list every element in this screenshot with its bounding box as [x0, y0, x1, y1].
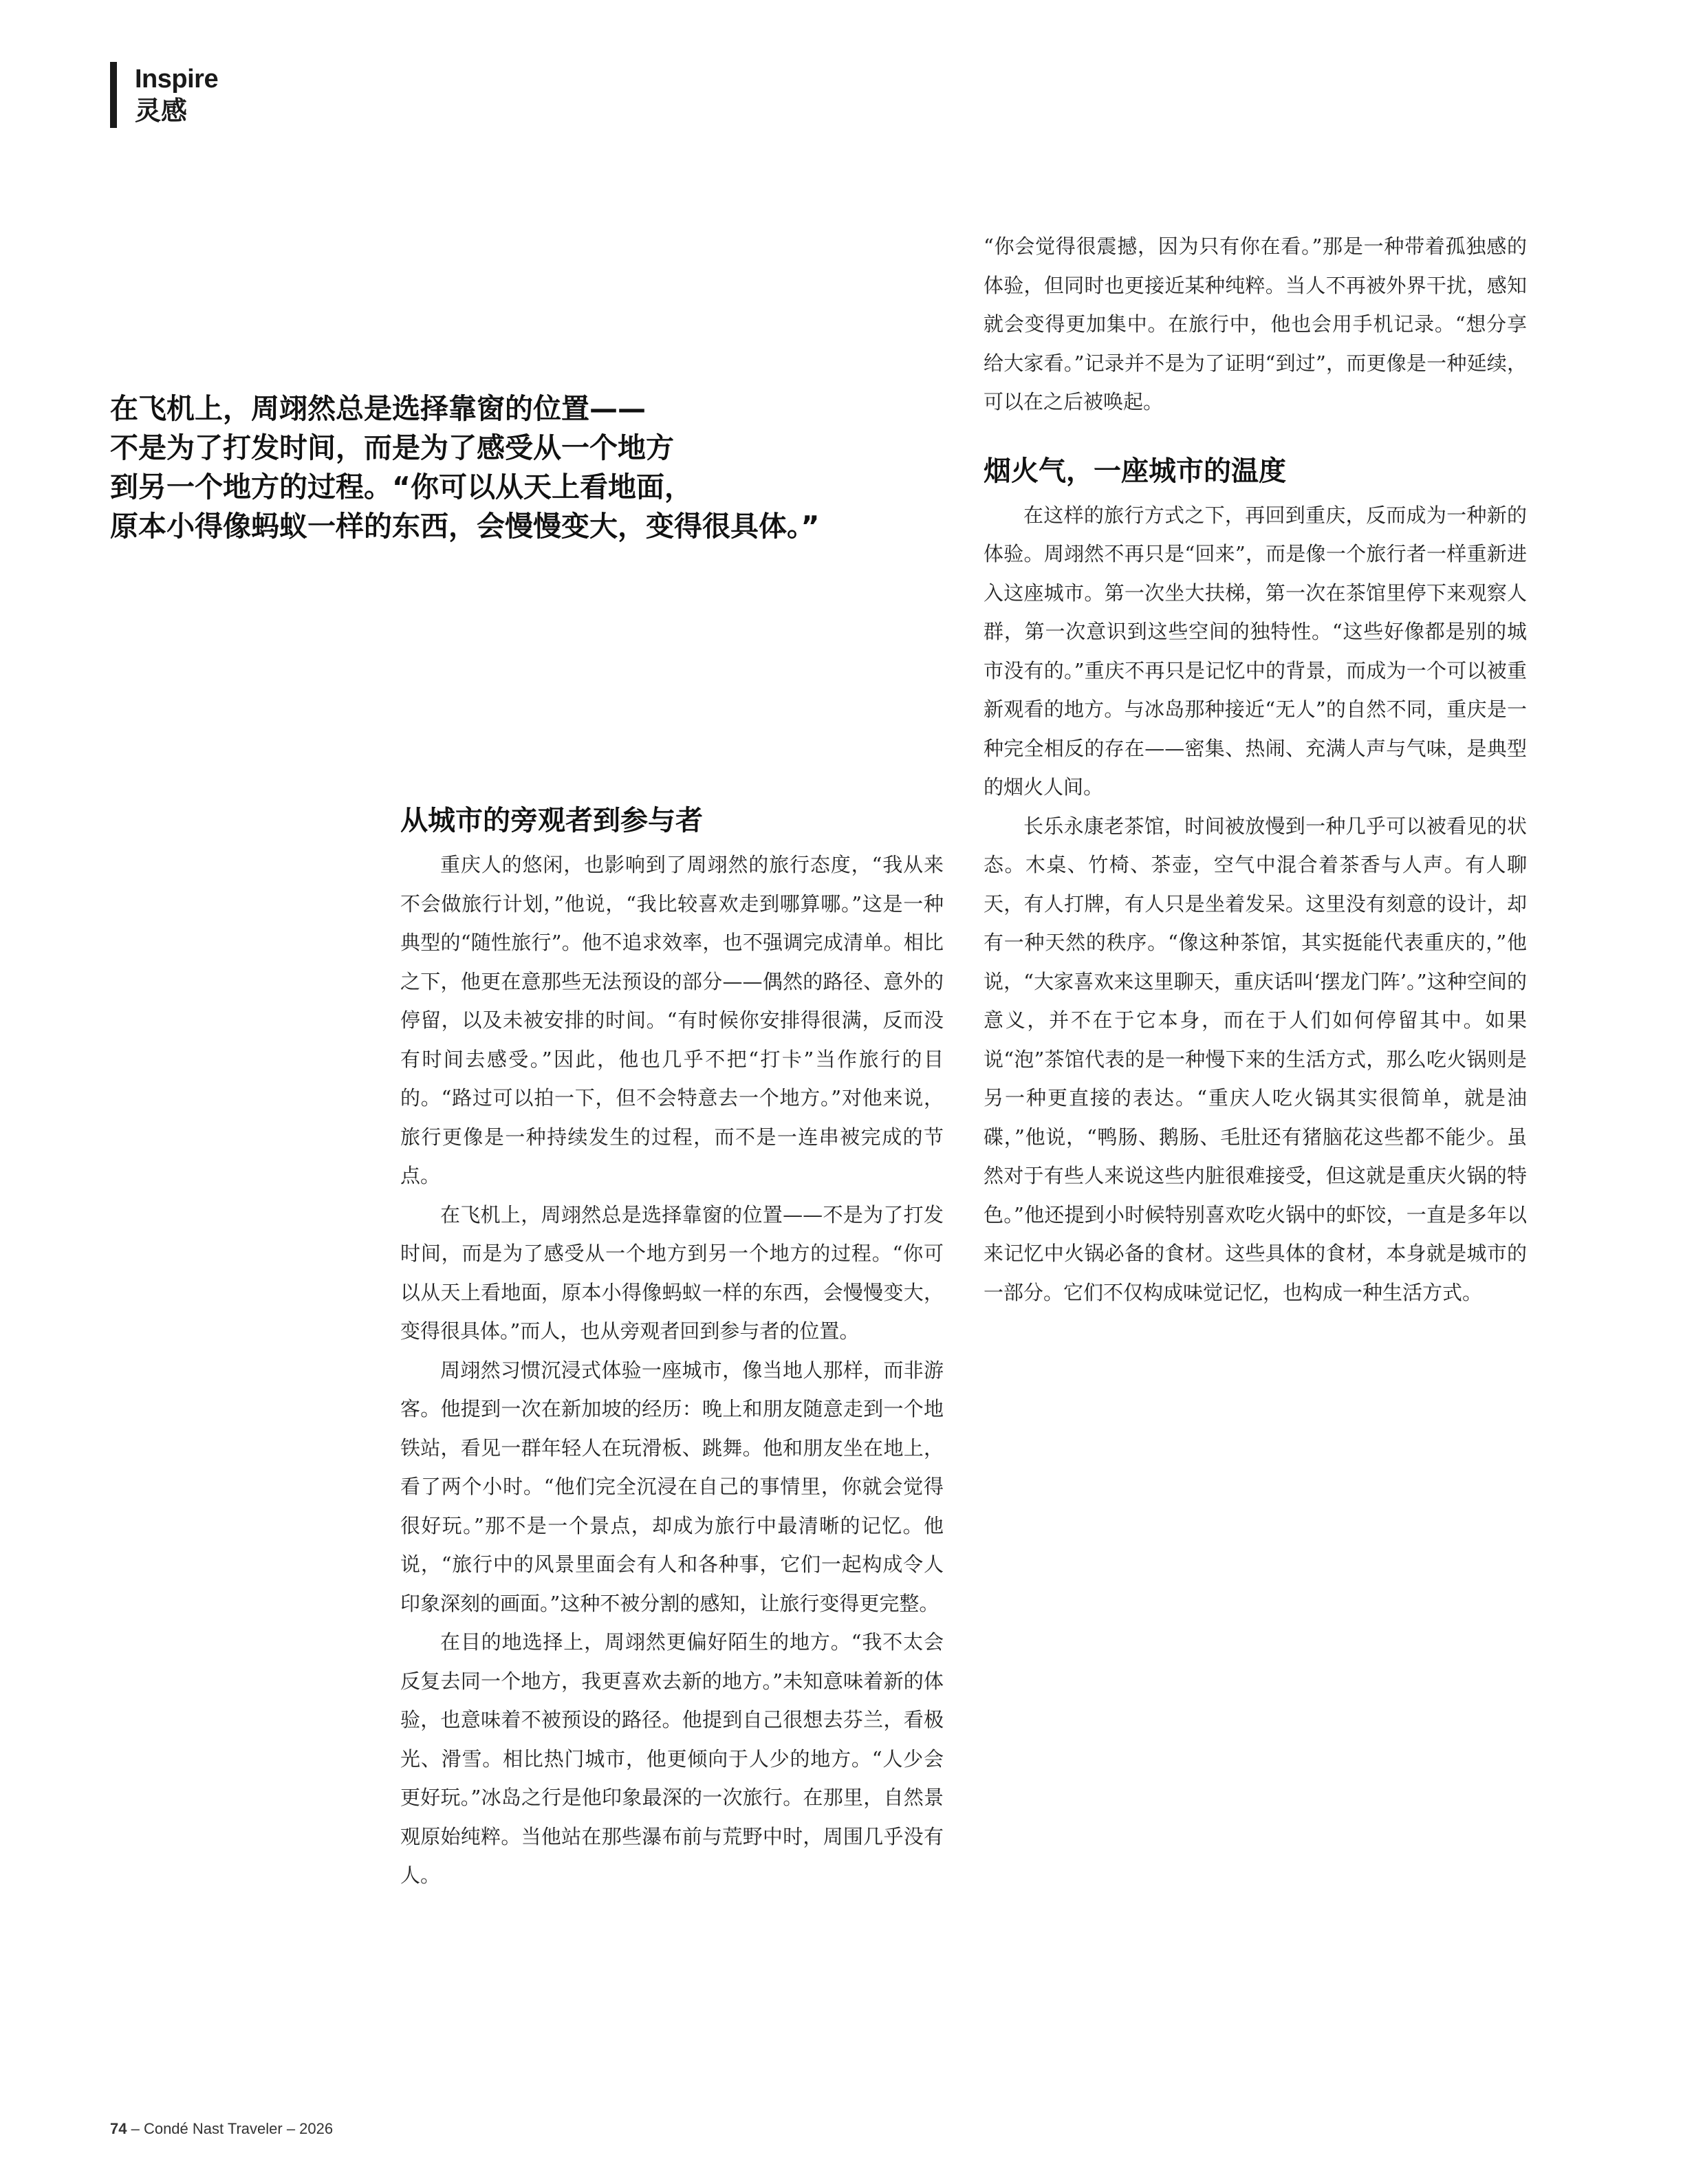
article-column-left: [400, 801, 944, 1895]
body-paragraph: 在飞机上，周翊然总是选择靠窗的位置——不是为了打发时间，而是为了感受从一个地方到另一个地方的过程。“你可以从天上看地面，原本小得像蚂蚁一样的东西，会慢慢变大，变得很具体。”而人，也从旁观者回到参与者的位置。: [400, 1202, 944, 1343]
article-column-right: [984, 227, 1527, 1312]
body-paragraph: 长乐永康老茶馆，时间被放慢到一种几乎可以被看见的状态。木桌、竹椅、茶壶，空气中混合着茶香与人声。有人聊天，有人打牌，有人只是坐着发呆。这里没有刻意的设计，却有一种天然的秩序。“像这种茶馆，其实挺能代表重庆的，”他说，“大家喜欢来这里聊天，重庆话叫‘摆龙门阵’。”这种空间的意义，并不在于它本身，而在于人们如何停留其中。如果说“泡”茶馆代表的是一种慢下来的生活方式，那么吃火锅则是另一种更直接的表达。“重庆人吃火锅其实很简单，就是油碟，”他说，“鸭肠、鹅肠、毛肚还有猪脑花这些都不能少。虽然对于有些人来说这些内脏很难接受，但这就是重庆火锅的特色。”他还提到小时候特别喜欢吃火锅中的虾饺，一直是多年以来记忆中火锅必备的食材。这些具体的食材，本身就是城市的一部分。它们不仅构成味觉记忆，也构成一种生活方式。: [984, 814, 1527, 1304]
pull-quote-line: 不是为了打发时间，而是为了感受从一个地方: [110, 431, 674, 464]
body-paragraph: 周翊然习惯沉浸式体验一座城市，像当地人那样，而非游客。他提到一次在新加坡的经历：晚上和朋友随意走到一个地铁站，看见一群年轻人在玩滑板、跳舞。他和朋友坐在地上，看了两个小时。“他们完全沉浸在自己的事情里，你就会觉得很好玩。”那不是一个景点，却成为旅行中最清晰的记忆。他说，“旅行中的风景里面会有人和各种事，它们一起构成令人印象深刻的画面。”这种不被分割的感知，让旅行变得更完整。: [400, 1358, 944, 1615]
body-paragraph: 在这样的旅行方式之下，再回到重庆，反而成为一种新的体验。周翊然不再只是“回来”，而是像一个旅行者一样重新进入这座城市。第一次坐大扶梯，第一次在茶馆里停下来观察人群，第一次意识到这些空间的独特性。“这些好像都是别的城市没有的。”重庆不再只是记忆中的背景，而成为一个可以被重新观看的地方。与冰岛那种接近“无人”的自然不同，重庆是一种完全相反的存在——密集、热闹、充满人声与气味，是典型的烟火人间。: [984, 503, 1527, 799]
page-footer: [110, 2120, 333, 2138]
body-paragraph: 重庆人的悠闲，也影响到了周翊然的旅行态度，“我从来不会做旅行计划，”他说，“我比较喜欢走到哪算哪。”这是一种典型的“随性旅行”。他不追求效率，也不强调完成清单。相比之下，他更在意那些无法预设的部分——偶然的路径、意外的停留，以及未被安排的时间。“有时候你安排得很满，反而没有时间去感受。”因此，他也几乎不把“打卡”当作旅行的目的。“路过可以拍一下，但不会特意去一个地方。”对他来说，旅行更像是一种持续发生的过程，而不是一连串被完成的节点。: [400, 853, 944, 1187]
page-number: 74: [110, 2120, 127, 2137]
section-heading: 从城市的旁观者到参与者: [400, 805, 703, 836]
section-header: [110, 62, 218, 128]
publication-credit: – Condé Nast Traveler – 2026: [127, 2120, 334, 2137]
pull-quote-line: 在飞机上，周翊然总是选择靠窗的位置——: [110, 392, 646, 425]
pull-quote-line: 原本小得像蚂蚁一样的东西，会慢慢变大，变得很具体。”: [110, 510, 820, 543]
section-label-zh: 灵感: [135, 96, 188, 126]
section-heading: 烟火气，一座城市的温度: [984, 455, 1286, 487]
section-label-en: Inspire: [135, 65, 219, 94]
pull-quote-line: 到另一个地方的过程。“你可以从天上看地面，: [110, 471, 693, 504]
section-label: [135, 62, 218, 128]
section-divider-bar: [110, 62, 117, 128]
body-paragraph-continuation: “你会觉得很震撼，因为只有你在看。”那是一种带着孤独感的体验，但同时也更接近某种纯粹。当人不再被外界干扰，感知就会变得更加集中。在旅行中，他也会用手机记录。“想分享给大家看。”记录并不是为了证明“到过”，而更像是一种延续，可以在之后被唤起。: [984, 235, 1527, 413]
body-paragraph: 在目的地选择上，周翊然更偏好陌生的地方。“我不太会反复去同一个地方，我更喜欢去新的地方。”未知意味着新的体验，也意味着不被预设的路径。他提到自己很想去芬兰，看极光、滑雪。相比热门城市，他更倾向于人少的地方。“人少会更好玩。”冰岛之行是他印象最深的一次旅行。在那里，自然景观原始纯粹。当他站在那些瀑布前与荒野中时，周围几乎没有人。: [400, 1630, 944, 1887]
pull-quote: [110, 389, 880, 546]
